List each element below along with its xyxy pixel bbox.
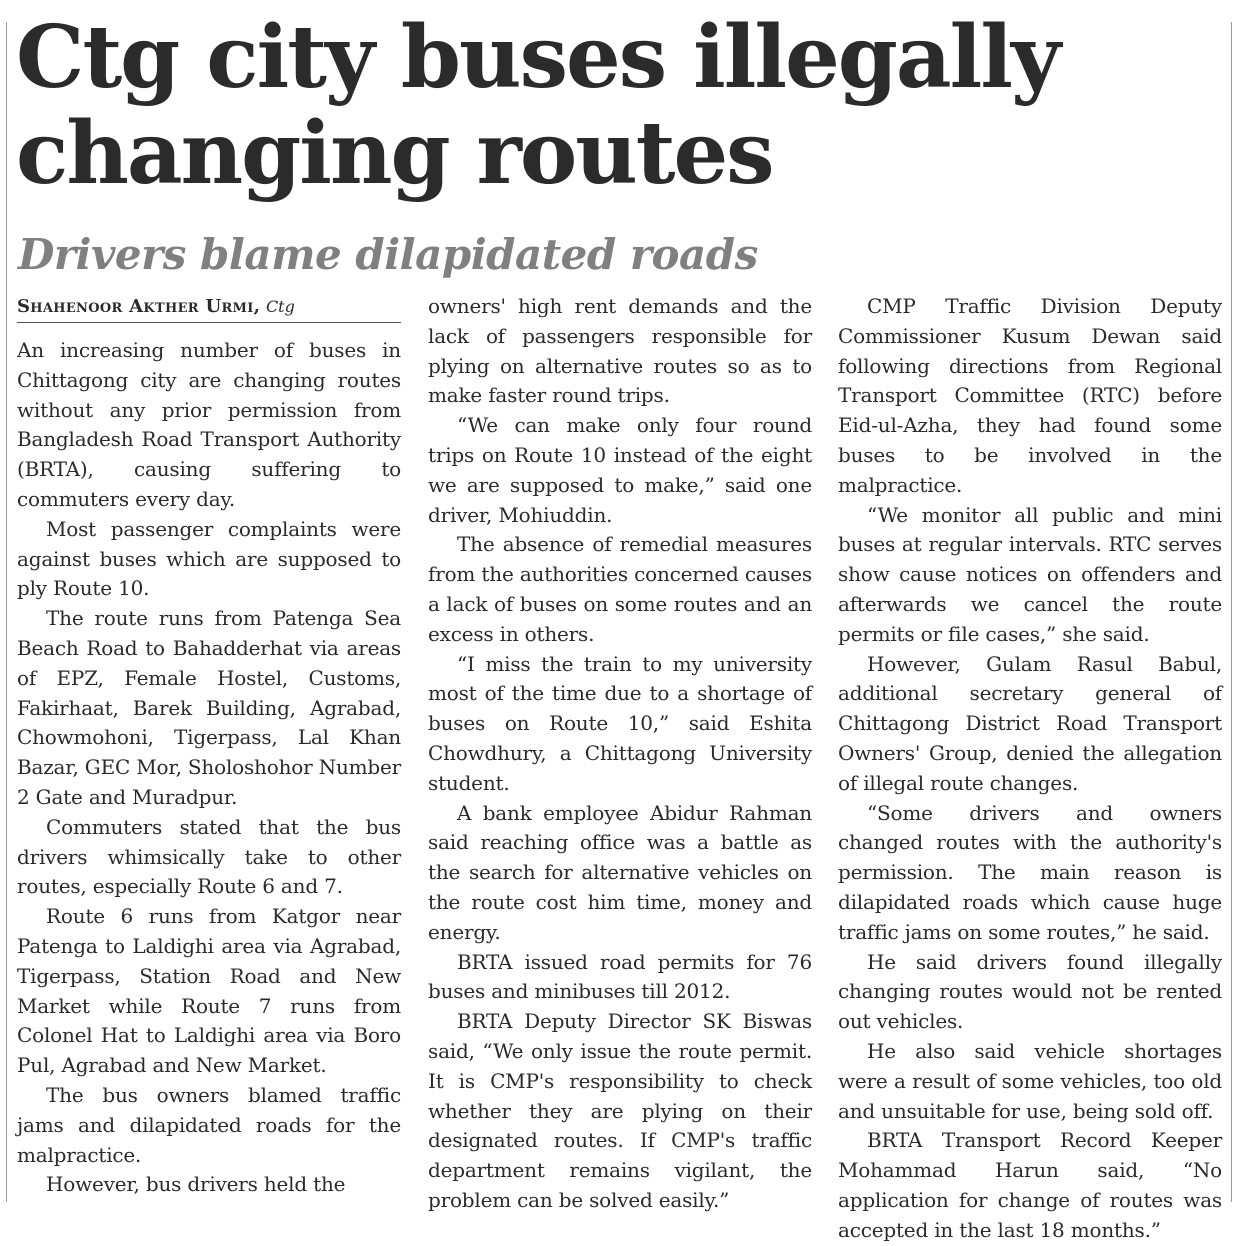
paragraph: The bus owners blamed traffic jams and dilapidated roads for the malpractice. — [17, 1082, 401, 1167]
paragraph: He also said vehicle shortages were a result of some vehicles, too old and unsuitable for use, being sold off. — [838, 1038, 1222, 1123]
paragraph: Commuters stated that the bus drivers whimsically take to other routes, especially Route 6 and 7. — [17, 814, 401, 899]
paragraph: BRTA Deputy Director SK Biswas said, “We only issue the route permit. It is CMP's responsibility to check whether they are plying on their designated routes. If CMP's traffic department remains vigilant, the problem can be solved easily.” — [428, 1009, 812, 1212]
paragraph: BRTA Transport Record Keeper Mohammad Harun said, “No application for change of routes was accepted in the last 18 months.” — [838, 1128, 1222, 1242]
subheadline: Drivers blame dilapidated roads — [18, 230, 758, 279]
byline-location: Ctg — [265, 297, 295, 316]
left-column-rule — [6, 22, 7, 1202]
paragraph: “Some drivers and owners changed routes with the authority's permission. The main reason is dilapidated roads which cause huge traffic jams on some routes,” he said. — [838, 800, 1222, 944]
paragraph: BRTA issued road permits for 76 buses and minibuses till 2012. — [428, 949, 812, 1004]
paragraph: He said drivers found illegally changing routes would not be rented out vehicles. — [838, 949, 1222, 1034]
article-column-3 — [838, 292, 1222, 1246]
paragraph: However, bus drivers held the — [46, 1172, 346, 1197]
paragraph: Most passenger complaints were against buses which are supposed to ply Route 10. — [17, 516, 401, 601]
paragraph: “I miss the train to my university most of the time due to a shortage of buses on Route 10,” said Eshita Chowdhury, a Chittagong University student. — [428, 651, 812, 795]
paragraph: The absence of remedial measures from the authorities concerned causes a lack of buses on some routes and an excess in others. — [428, 532, 812, 646]
paragraph: “We can make only four round trips on Route 10 instead of the eight we are supposed to make,” said one driver, Mohiuddin. — [428, 413, 812, 527]
headline: Ctg city buses illegally changing routes — [16, 7, 1059, 204]
paragraph: Route 6 runs from Katgor near Patenga to Laldighi area via Agrabad, Tigerpass, Station Road and New Market while Route 7 runs from Colonel Hat to Laldighi area via Boro Pul, Agrabad and New Market. — [17, 904, 401, 1078]
byline — [17, 292, 401, 323]
byline-author: Shahenoor Akther Urmi, — [17, 296, 261, 317]
paragraph: A bank employee Abidur Rahman said reaching office was a battle as the search for alternative vehicles on the route cost him time, money and energy. — [428, 800, 812, 944]
paragraph: However, Gulam Rasul Babul, additional secretary general of Chittagong District Road Transport Owners' Group, denied the allegation of illegal route changes. — [838, 651, 1222, 795]
paragraph: The route runs from Patenga Sea Beach Road to Bahadderhat via areas of EPZ, Female Hostel, Customs, Fakirhaat, Barek Building, Agrabad, Chowmohoni, Tigerpass, Lal Khan Bazar, GEC Mor, Sholoshohor Number 2 Gate and Muradpur. — [17, 606, 401, 809]
paragraph: owners' high rent demands and the lack of passengers responsible for plying on alternative routes so as to make faster round trips. — [428, 294, 812, 408]
paragraph: “We monitor all public and mini buses at regular intervals. RTC serves show cause notices on offenders and afterwards we cancel the route permits or file cases,” she said. — [838, 502, 1222, 646]
paragraph: An increasing number of buses in Chittagong city are changing routes without any prior permission from Bangladesh Road Transport Authority (BRTA), causing suffering to commuters every day. — [17, 338, 401, 511]
article-column-2 — [428, 292, 812, 1216]
article-column-1 — [17, 292, 401, 1200]
paragraph: CMP Traffic Division Deputy Commissioner Kusum Dewan said following directions from Regional Transport Committee (RTC) before Eid-ul-Azha, they had found some buses to be involved in the malpractice. — [838, 294, 1222, 497]
right-column-rule — [1231, 22, 1232, 1202]
